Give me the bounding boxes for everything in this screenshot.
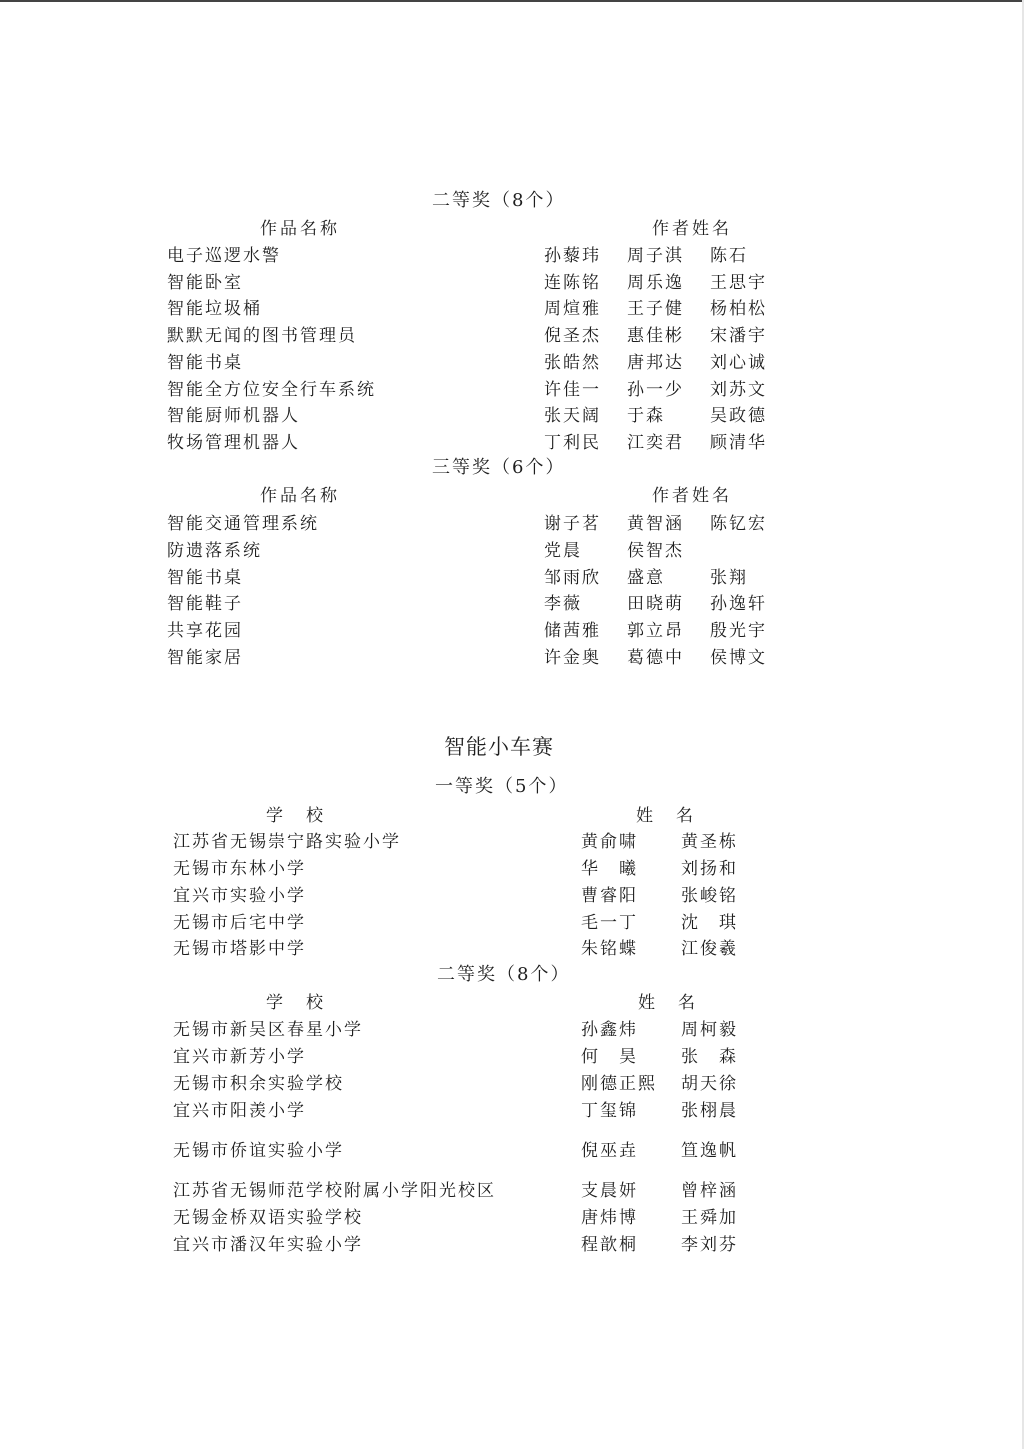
author-2: 孙一少: [627, 380, 684, 400]
author-3: 宋潘宇: [710, 326, 767, 346]
student-1: 何 昊: [581, 1047, 638, 1067]
col-author-name: 作者姓名: [652, 486, 732, 506]
school-name: 宜兴市阳羡小学: [173, 1101, 306, 1121]
col-school: 学 校: [266, 993, 326, 1013]
author-1: 党晨: [544, 541, 582, 561]
student-1: 倪巫垚: [581, 1141, 638, 1161]
author-2: 盛意: [627, 568, 665, 588]
author-2: 周子淇: [627, 246, 684, 266]
school-name: 无锡市新吴区春星小学: [173, 1020, 363, 1040]
author-1: 丁利民: [544, 433, 601, 453]
work-title: 智能卧室: [167, 273, 243, 293]
student-1: 毛一丁: [581, 913, 638, 933]
second-prize-heading: 二等奖（8个）: [432, 190, 566, 211]
author-3: 陈钇宏: [710, 514, 767, 534]
author-2: 郭立昂: [627, 621, 684, 641]
scan-top-edge: [0, 0, 1024, 2]
author-2: 黄智涵: [627, 514, 684, 534]
work-title: 智能鞋子: [167, 594, 243, 614]
student-2: 沈 琪: [681, 913, 738, 933]
student-2: 江俊羲: [681, 939, 738, 959]
work-title: 默默无闻的图书管理员: [167, 326, 357, 346]
author-3: 刘心诚: [710, 353, 767, 373]
student-1: 丁玺锦: [581, 1101, 638, 1121]
author-2: 侯智杰: [627, 541, 684, 561]
student-2: 周柯毅: [681, 1020, 738, 1040]
author-1: 倪圣杰: [544, 326, 601, 346]
student-2: 曾梓涵: [681, 1181, 738, 1201]
smart-car-section-title: 智能小车赛: [444, 735, 554, 759]
school-name: 江苏省无锡师范学校附属小学阳光校区: [173, 1181, 496, 1201]
author-3: 陈石: [710, 246, 748, 266]
school-name: 宜兴市潘汉年实验小学: [173, 1235, 363, 1255]
author-3: 刘苏文: [710, 380, 767, 400]
author-1: 邹雨欣: [544, 568, 601, 588]
author-2: 唐邦达: [627, 353, 684, 373]
school-name: 江苏省无锡崇宁路实验小学: [173, 832, 401, 852]
author-1: 张天阔: [544, 406, 601, 426]
col-work-name: 作品名称: [260, 486, 340, 506]
author-1: 张皓然: [544, 353, 601, 373]
author-2: 葛德中: [627, 648, 684, 668]
work-title: 牧场管理机器人: [167, 433, 300, 453]
col-author-name: 作者姓名: [652, 219, 732, 239]
col-names: 姓 名: [638, 993, 698, 1013]
author-3: 杨柏松: [710, 299, 767, 319]
author-2: 周乐逸: [627, 273, 684, 293]
second-prize-heading: 二等奖（8个）: [437, 964, 571, 985]
work-title: 智能全方位安全行车系统: [167, 380, 376, 400]
work-title: 智能书桌: [167, 568, 243, 588]
first-prize-heading: 一等奖（5个）: [435, 776, 569, 797]
school-name: 宜兴市实验小学: [173, 886, 306, 906]
author-1: 谢子茗: [544, 514, 601, 534]
student-1: 程歆桐: [581, 1235, 638, 1255]
student-2: 张 森: [681, 1047, 738, 1067]
student-2: 刘扬和: [681, 859, 738, 879]
school-name: 无锡市积余实验学校: [173, 1074, 344, 1094]
author-1: 许佳一: [544, 380, 601, 400]
author-3: 王思宇: [710, 273, 767, 293]
student-2: 黄圣栋: [681, 832, 738, 852]
author-3: 侯博文: [710, 648, 767, 668]
col-names: 姓 名: [636, 806, 696, 826]
third-prize-heading: 三等奖（6个）: [432, 457, 566, 478]
student-1: 唐炜博: [581, 1208, 638, 1228]
school-name: 无锡金桥双语实验学校: [173, 1208, 363, 1228]
school-name: 宜兴市新芳小学: [173, 1047, 306, 1067]
student-1: 孙鑫炜: [581, 1020, 638, 1040]
student-1: 朱铭蝶: [581, 939, 638, 959]
author-2: 于森: [627, 406, 665, 426]
author-1: 孙藜玮: [544, 246, 601, 266]
author-2: 王子健: [627, 299, 684, 319]
school-name: 无锡市塔影中学: [173, 939, 306, 959]
student-2: 张峻铭: [681, 886, 738, 906]
school-name: 无锡市东林小学: [173, 859, 306, 879]
author-1: 周煊雅: [544, 299, 601, 319]
work-title: 智能书桌: [167, 353, 243, 373]
author-1: 连陈铭: [544, 273, 601, 293]
author-3: 吴政德: [710, 406, 767, 426]
author-1: 储茜雅: [544, 621, 601, 641]
author-2: 田晓萌: [627, 594, 684, 614]
author-3: 顾清华: [710, 433, 767, 453]
work-title: 智能厨师机器人: [167, 406, 300, 426]
work-title: 智能交通管理系统: [167, 514, 319, 534]
student-2: 笪逸帆: [681, 1141, 738, 1161]
author-3: 张翔: [710, 568, 748, 588]
student-1: 支晨妍: [581, 1181, 638, 1201]
student-2: 王舜加: [681, 1208, 738, 1228]
author-3: 殷光宇: [710, 621, 767, 641]
author-1: 李薇: [544, 594, 582, 614]
work-title: 电子巡逻水警: [167, 246, 281, 266]
school-name: 无锡市后宅中学: [173, 913, 306, 933]
student-1: 黄俞啸: [581, 832, 638, 852]
student-2: 张栩晨: [681, 1101, 738, 1121]
student-1: 刚德正熙: [581, 1074, 657, 1094]
work-title: 智能家居: [167, 648, 243, 668]
author-1: 许金奥: [544, 648, 601, 668]
student-1: 曹睿阳: [581, 886, 638, 906]
author-3: 孙逸轩: [710, 594, 767, 614]
student-1: 华 曦: [581, 859, 638, 879]
col-school: 学 校: [266, 806, 326, 826]
student-2: 李刘芬: [681, 1235, 738, 1255]
author-2: 江奕君: [627, 433, 684, 453]
work-title: 智能垃圾桶: [167, 299, 262, 319]
school-name: 无锡市侨谊实验小学: [173, 1141, 344, 1161]
col-work-name: 作品名称: [260, 219, 340, 239]
work-title: 共享花园: [167, 621, 243, 641]
student-2: 胡天徐: [681, 1074, 738, 1094]
author-2: 惠佳彬: [627, 326, 684, 346]
work-title: 防遗落系统: [167, 541, 262, 561]
